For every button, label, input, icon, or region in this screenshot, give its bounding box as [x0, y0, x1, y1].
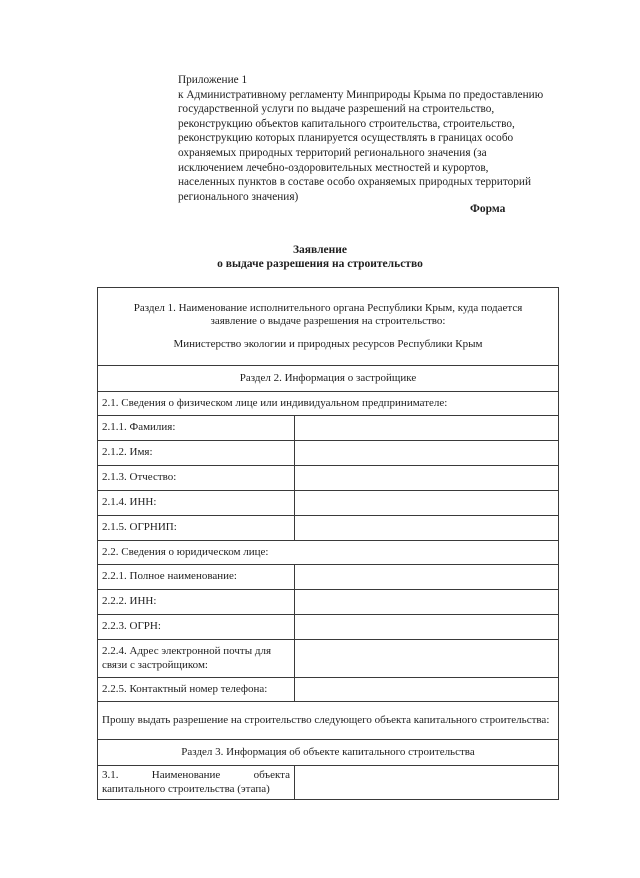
field-label: 2.1.1. Фамилия: — [98, 416, 295, 441]
organ-name: Министерство экологии и природных ресурсов Республики Крым — [173, 337, 483, 350]
legal-inn-input[interactable] — [295, 590, 559, 615]
field-row — [98, 615, 559, 640]
annex-line: охраняемых природных территорий регионального значения (за — [178, 146, 487, 159]
inn-input[interactable] — [295, 491, 559, 516]
surname-input[interactable] — [295, 416, 559, 441]
ogrn-input[interactable] — [295, 615, 559, 640]
annex-line: государственной услуги по выдаче разрешений на строительство, — [178, 103, 495, 116]
field-label: 2.1.4. ИНН: — [98, 491, 295, 516]
section3-heading: Раздел 3. Информация об объекте капитального строительства — [98, 740, 559, 766]
field-row — [98, 590, 559, 615]
phone-input[interactable] — [295, 678, 559, 702]
field-row — [98, 678, 559, 702]
request-text: Прошу выдать разрешение на строительство следующего объекта капитального строительства: — [98, 702, 559, 740]
section1-cell — [98, 288, 559, 366]
annex-line: к Административному регламенту Минприроды Крыма по предоставлению — [178, 88, 544, 101]
section1-heading-cont: заявление о выдаче разрешения на строительство: — [210, 315, 446, 328]
annex-label: Приложение 1 — [178, 74, 248, 86]
field-row — [98, 441, 559, 466]
full-name-input[interactable] — [295, 565, 559, 590]
annex-block — [178, 73, 576, 204]
field-row — [98, 640, 559, 678]
annex-line: реконструкцию объектов капитального строительства, строительство, — [178, 117, 515, 130]
field-label: 2.2.3. ОГРН: — [98, 615, 295, 640]
field-row — [98, 466, 559, 491]
email-input[interactable] — [295, 640, 559, 678]
field-row — [98, 491, 559, 516]
section2-heading: Раздел 2. Информация о застройщике — [98, 366, 559, 392]
application-form-table — [97, 287, 559, 800]
document-subtitle: о выдаче разрешения на строительство — [217, 258, 423, 270]
field-label: 2.2.2. ИНН: — [98, 590, 295, 615]
patronymic-input[interactable] — [295, 466, 559, 491]
field-label: 2.1.3. Отчество: — [98, 466, 295, 491]
first-name-input[interactable] — [295, 441, 559, 466]
annex-line: реконструкцию которых планируется осуществлять в границах особо — [178, 132, 514, 145]
field-label: 2.1.2. Имя: — [98, 441, 295, 466]
field-row — [98, 416, 559, 441]
field-label: 3.1. Наименование объекта капитального строительства (этапа) — [98, 766, 295, 800]
field-label: 2.1.5. ОГРНИП: — [98, 516, 295, 541]
form-label: Форма — [470, 203, 506, 215]
field-label: 2.2.1. Полное наименование: — [98, 565, 295, 590]
section1-row — [98, 288, 559, 366]
field-row — [98, 516, 559, 541]
field-row — [98, 565, 559, 590]
legal-heading: 2.2. Сведения о юридическом лице: — [98, 541, 559, 565]
field-label: 2.2.5. Контактный номер телефона: — [98, 678, 295, 702]
annex-line: регионального значения) — [178, 190, 299, 203]
annex-line: населенных пунктов в составе особо охраняемых природных территорий — [178, 176, 532, 189]
field-row — [98, 766, 559, 800]
object-name-input[interactable] — [295, 766, 559, 800]
ogrnip-input[interactable] — [295, 516, 559, 541]
section1-heading: Раздел 1. Наименование исполнительного органа Республики Крым, куда подается — [133, 301, 523, 314]
annex-line: исключением лечебно-оздоровительных местностей и курортов, — [178, 161, 489, 174]
document-title: Заявление — [292, 244, 347, 256]
field-label: 2.2.4. Адрес электронной почты для связи с застройщиком: — [98, 640, 295, 678]
individual-heading: 2.1. Сведения о физическом лице или индивидуальном предпринимателе: — [98, 392, 559, 416]
